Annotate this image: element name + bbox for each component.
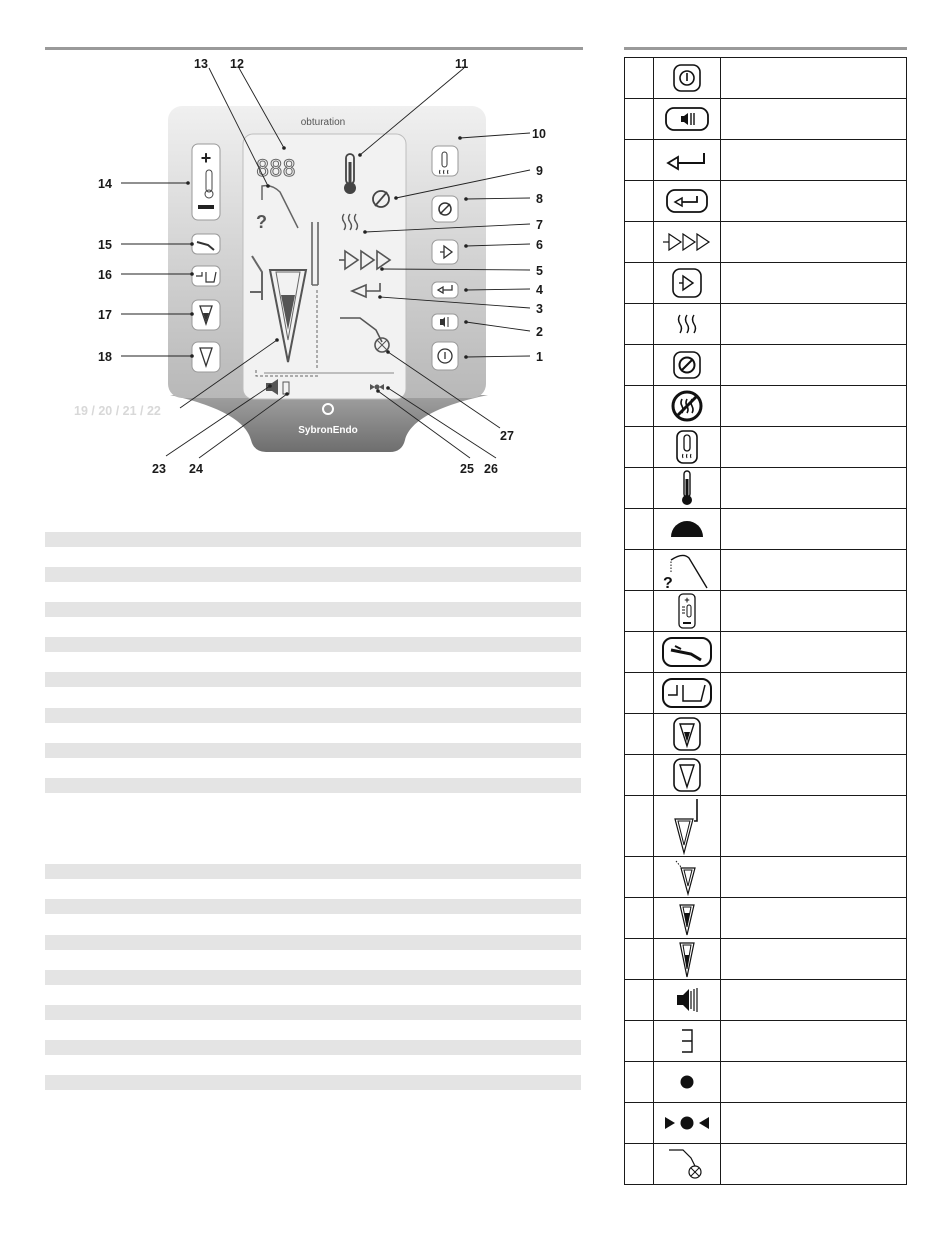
cone-tip-large-icon [667, 797, 707, 855]
table-row [625, 1103, 907, 1144]
callout-1: 1 [536, 350, 543, 364]
description-cell [721, 714, 907, 755]
description-cell [721, 939, 907, 980]
row-number-cell [625, 509, 654, 550]
cone-level-2-icon [672, 899, 702, 937]
icon-cell [654, 386, 721, 427]
left-section-rule [45, 47, 583, 50]
table-row [625, 222, 907, 263]
description-cell [721, 345, 907, 386]
digit-icon [680, 1028, 694, 1054]
callout-14: 14 [98, 177, 112, 191]
return-button-icon [665, 188, 709, 214]
table-row [625, 345, 907, 386]
description-cell [721, 263, 907, 304]
curve-question-icon [661, 550, 713, 590]
description-cell [721, 181, 907, 222]
icon-cell [654, 591, 721, 632]
callout-25: 25 [460, 462, 474, 476]
row-number-cell [625, 632, 654, 673]
callout-5: 5 [536, 264, 543, 278]
table-stripe [45, 899, 581, 914]
row-number-cell [625, 468, 654, 509]
cone-level-1-icon [672, 858, 702, 896]
table-stripe [45, 708, 581, 723]
row-number-cell [625, 345, 654, 386]
description-cell [721, 1103, 907, 1144]
icon-cell [654, 468, 721, 509]
icon-cell [654, 222, 721, 263]
return-arrow-icon [664, 149, 710, 171]
callout-9: 9 [536, 164, 543, 178]
row-number-cell [625, 1144, 654, 1185]
icon-cell [654, 939, 721, 980]
heat-waves-icon [675, 313, 699, 335]
icon-cell [654, 345, 721, 386]
description-cell [721, 857, 907, 898]
table-row [625, 1021, 907, 1062]
table-row [625, 898, 907, 939]
svg-text:+: + [200, 148, 212, 168]
callout-26: 26 [484, 462, 498, 476]
cone-empty-button-icon [672, 757, 702, 793]
row-number-cell [625, 980, 654, 1021]
row-number-cell [625, 222, 654, 263]
table-row [625, 980, 907, 1021]
icon-cell [654, 427, 721, 468]
icon-cell [654, 857, 721, 898]
table-row [625, 591, 907, 632]
row-number-cell [625, 857, 654, 898]
table-row [625, 550, 907, 591]
row-number-cell [625, 427, 654, 468]
callout-18: 18 [98, 350, 112, 364]
volume-button-icon [664, 106, 710, 132]
table-row [625, 181, 907, 222]
icon-cell [654, 140, 721, 181]
row-number-cell [625, 1021, 654, 1062]
callout-7: 7 [536, 218, 543, 232]
cone-level-3-icon [672, 939, 702, 979]
half-disc-icon [670, 520, 704, 538]
description-cell [721, 755, 907, 796]
table-row [625, 427, 907, 468]
row-number-cell [625, 181, 654, 222]
table-row [625, 1144, 907, 1185]
row-number-cell [625, 939, 654, 980]
table-stripe [45, 567, 581, 582]
table-row [625, 939, 907, 980]
triple-advance-icon [662, 231, 712, 253]
table-stripe [45, 1040, 581, 1055]
question-mark-icon: ? [256, 212, 267, 232]
icon-cell [654, 1103, 721, 1144]
backfill-button-icon [661, 677, 713, 709]
description-cell [721, 898, 907, 939]
table-stripe [45, 672, 581, 687]
row-number-cell [625, 1062, 654, 1103]
description-cell [721, 796, 907, 857]
thermometer-icon [679, 469, 695, 507]
row-number-cell [625, 550, 654, 591]
table-row [625, 386, 907, 427]
callout-23: 23 [152, 462, 166, 476]
table-row [625, 714, 907, 755]
icon-cell [654, 99, 721, 140]
table-row [625, 140, 907, 181]
row-number-cell [625, 58, 654, 99]
description-cell [721, 980, 907, 1021]
icon-cell [654, 980, 721, 1021]
thermometer-button-icon [675, 429, 699, 465]
row-number-cell [625, 898, 654, 939]
table-row [625, 857, 907, 898]
row-number-cell [625, 263, 654, 304]
row-number-cell [625, 386, 654, 427]
table-row [625, 304, 907, 345]
description-cell [721, 509, 907, 550]
callout-15: 15 [98, 238, 112, 252]
callout-8: 8 [536, 192, 543, 206]
speaker-icon [675, 986, 699, 1014]
description-cell [721, 427, 907, 468]
icon-cell [654, 304, 721, 345]
table-stripe [45, 743, 581, 758]
table-stripe [45, 1005, 581, 1020]
power-button-icon [672, 63, 702, 93]
description-cell [721, 386, 907, 427]
table-row [625, 632, 907, 673]
callout-6: 6 [536, 238, 543, 252]
description-cell [721, 304, 907, 345]
row-number-cell [625, 99, 654, 140]
callout-4: 4 [536, 283, 543, 297]
svg-text:+: + [684, 595, 690, 605]
handpiece-button-icon [661, 636, 713, 668]
table-stripe [45, 532, 581, 547]
right-section-rule [624, 47, 907, 50]
arrows-dot-icon [663, 1115, 711, 1131]
dot-icon [679, 1074, 695, 1090]
device-panel-diagram [40, 55, 580, 485]
table-row [625, 468, 907, 509]
callout-17: 17 [98, 308, 112, 322]
table-row [625, 99, 907, 140]
description-cell [721, 468, 907, 509]
table-row [625, 58, 907, 99]
icon-cell [654, 898, 721, 939]
icon-cell [654, 58, 721, 99]
callout-11: 11 [455, 57, 469, 71]
advance-button [432, 240, 458, 264]
row-number-cell [625, 1103, 654, 1144]
table-stripe [45, 778, 581, 793]
icon-cell [654, 796, 721, 857]
table-row [625, 1062, 907, 1103]
row-number-cell [625, 140, 654, 181]
table-row [625, 796, 907, 857]
handpiece-icon [665, 1146, 709, 1182]
table-stripe [45, 602, 581, 617]
icon-cell [654, 181, 721, 222]
row-number-cell [625, 591, 654, 632]
table-stripe [45, 935, 581, 950]
description-cell [721, 140, 907, 181]
description-cell [721, 99, 907, 140]
table-stripe [45, 1075, 581, 1090]
description-cell [721, 632, 907, 673]
icon-cell [654, 1144, 721, 1185]
row-number-cell [625, 755, 654, 796]
callout-24: 24 [189, 462, 203, 476]
brand-name: SybronEndo [298, 425, 358, 436]
row-number-cell [625, 796, 654, 857]
description-cell [721, 1021, 907, 1062]
table-stripe [45, 970, 581, 985]
icon-cell [654, 632, 721, 673]
icon-cell [654, 509, 721, 550]
no-heat-small-icon [672, 350, 702, 380]
icon-cell [654, 263, 721, 304]
advance-button-icon [671, 267, 703, 299]
callout-3: 3 [536, 302, 543, 316]
table-stripe [45, 864, 581, 879]
table-row [625, 673, 907, 714]
no-heat-large-icon [670, 389, 704, 423]
callout-27: 27 [500, 429, 514, 443]
callout-19-22: 19 / 20 / 21 / 22 [74, 404, 161, 418]
svg-text:?: ? [663, 575, 673, 590]
symbol-reference-table [624, 57, 907, 1185]
table-stripe [45, 637, 581, 652]
callout-10: 10 [532, 127, 546, 141]
description-cell [721, 1062, 907, 1103]
description-cell [721, 58, 907, 99]
thermometer-button [432, 146, 458, 176]
icon-cell [654, 1062, 721, 1103]
callout-2: 2 [536, 325, 543, 339]
description-cell [721, 591, 907, 632]
callout-12: 12 [230, 57, 244, 71]
description-cell [721, 222, 907, 263]
callout-16: 16 [98, 268, 112, 282]
icon-cell [654, 550, 721, 591]
row-number-cell [625, 673, 654, 714]
icon-cell [654, 1021, 721, 1062]
table-row [625, 755, 907, 796]
temperature-digits: 888 [256, 157, 296, 182]
icon-cell [654, 714, 721, 755]
cone-partial-button-icon [672, 716, 702, 752]
description-cell [721, 550, 907, 591]
row-number-cell [625, 714, 654, 755]
table-row [625, 509, 907, 550]
icon-cell [654, 673, 721, 714]
mode-label: obturation [300, 117, 346, 128]
icon-cell [654, 755, 721, 796]
table-row [625, 263, 907, 304]
temperature-adjust-icon [678, 593, 696, 629]
description-cell [721, 673, 907, 714]
row-number-cell [625, 304, 654, 345]
description-cell [721, 1144, 907, 1185]
callout-13: 13 [194, 57, 208, 71]
